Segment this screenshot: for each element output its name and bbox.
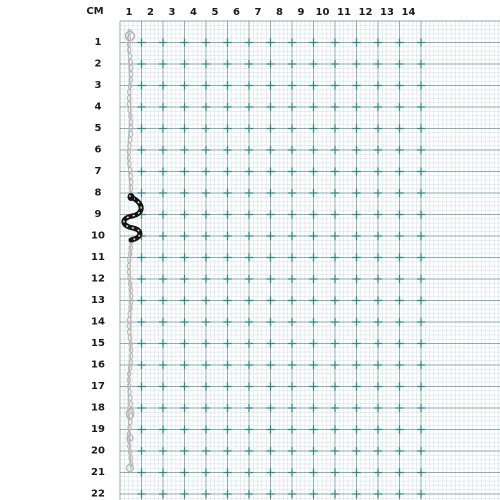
row-label: 8 [94, 187, 102, 199]
col-label: 13 [380, 7, 394, 18]
unit-label: CM [86, 6, 104, 17]
row-label: 5 [94, 123, 102, 134]
row-label: 20 [91, 445, 105, 457]
col-label: 11 [337, 7, 351, 18]
row-label: 15 [91, 338, 105, 349]
row-label: 9 [94, 209, 102, 220]
col-label: 12 [358, 7, 373, 18]
row-label: 1 [94, 37, 102, 48]
row-label: 11 [91, 252, 105, 263]
col-label: 5 [211, 7, 219, 18]
row-label: 3 [94, 80, 102, 91]
col-label: 6 [233, 7, 240, 18]
row-label: 2 [94, 58, 102, 70]
row-label: 17 [91, 381, 105, 392]
col-label: 8 [276, 7, 283, 18]
row-label: 14 [91, 316, 105, 328]
grid-background [120, 21, 500, 500]
col-label: 14 [401, 7, 416, 18]
row-label: 4 [94, 101, 102, 113]
col-label: 3 [168, 7, 176, 18]
row-label: 7 [94, 166, 102, 177]
row-label: 18 [91, 402, 105, 414]
row-label: 19 [91, 424, 105, 435]
snake-eye [129, 195, 131, 197]
row-label: 21 [91, 467, 105, 478]
row-label: 10 [91, 230, 105, 242]
col-label: 7 [254, 7, 262, 18]
row-label: 16 [91, 359, 105, 371]
row-label: 6 [94, 144, 102, 156]
row-label: 12 [91, 273, 105, 285]
col-label: 2 [147, 7, 154, 18]
row-label: 22 [91, 488, 105, 500]
row-label: 13 [91, 295, 105, 306]
col-label: 4 [190, 7, 197, 18]
col-label: 1 [125, 7, 133, 18]
col-label: 9 [297, 7, 305, 18]
snake-head [128, 193, 135, 201]
col-label: 10 [315, 7, 330, 18]
